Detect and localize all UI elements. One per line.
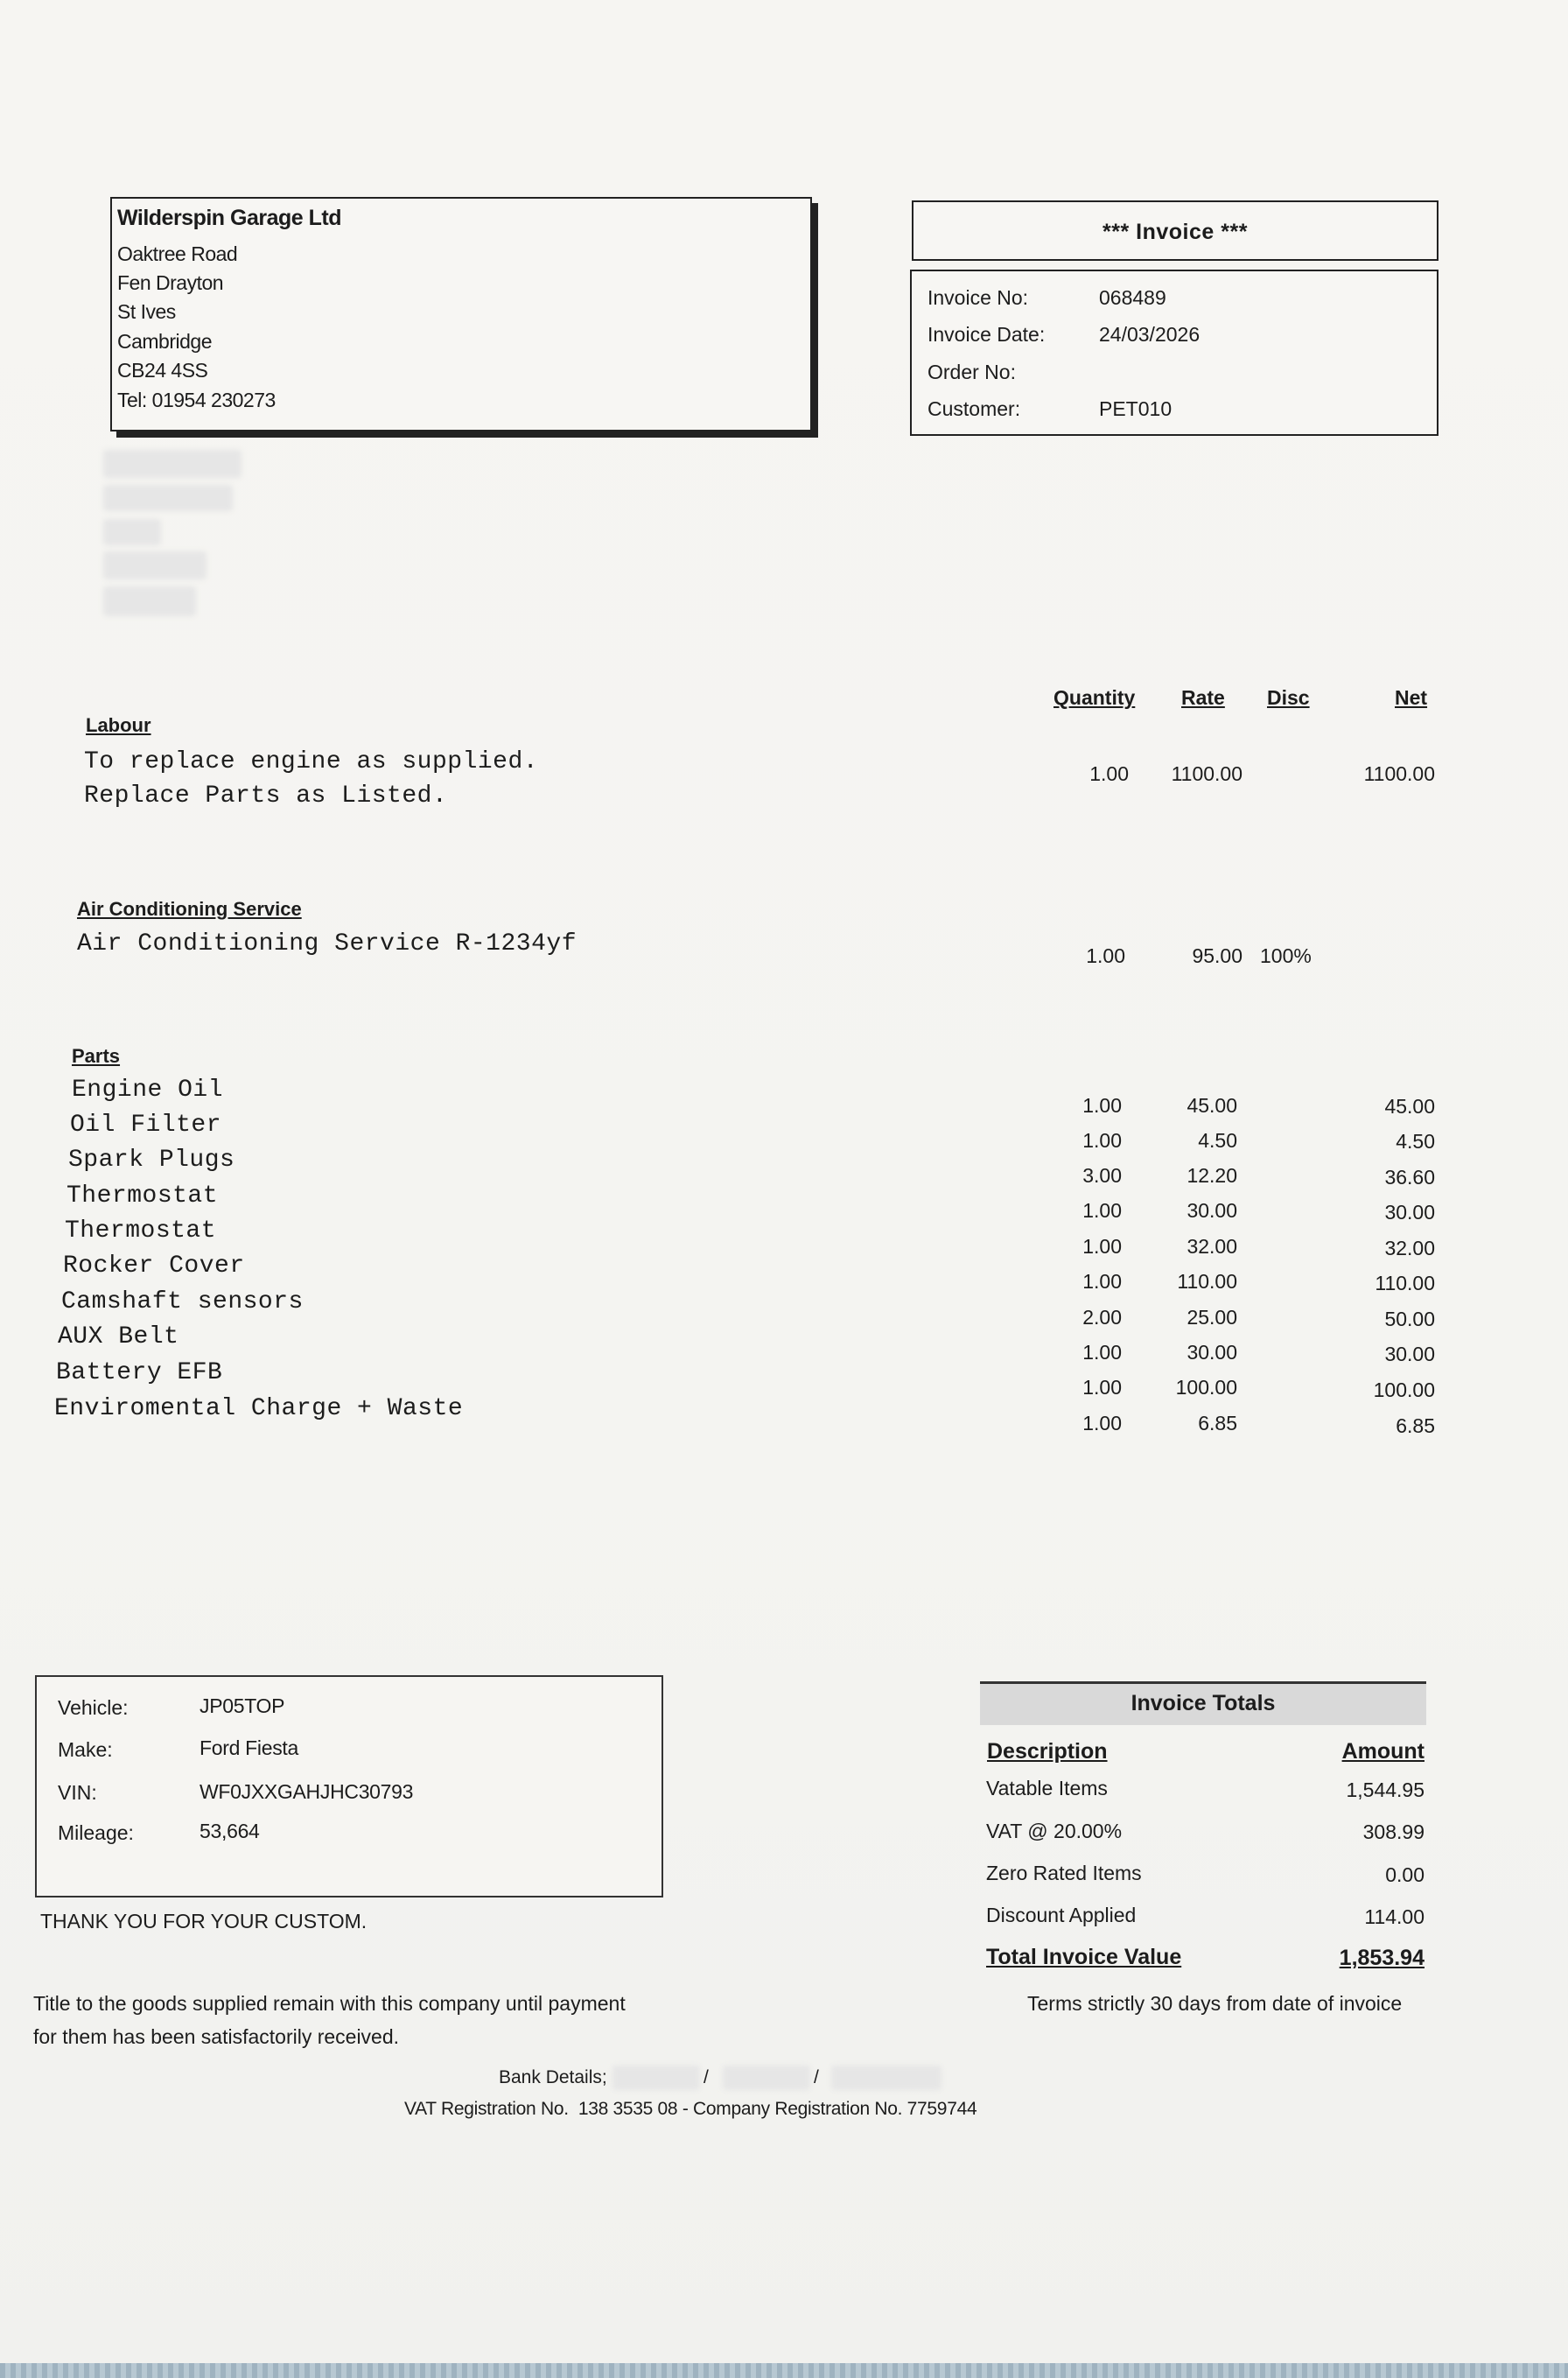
- bank-details-separator: /: [814, 2067, 819, 2087]
- company-name: Wilderspin Garage Ltd: [117, 206, 341, 230]
- part-description: Spark Plugs: [68, 1147, 235, 1174]
- part-description: Engine Oil: [72, 1077, 224, 1104]
- disc-column-header: Disc: [1267, 686, 1310, 709]
- part-quantity: 1.00: [1082, 1129, 1122, 1152]
- part-quantity: 1.00: [1082, 1270, 1122, 1293]
- mileage-label: Mileage:: [58, 1821, 134, 1844]
- bank-details-label: Bank Details;: [499, 2067, 607, 2087]
- labour-line-1: To replace engine as supplied.: [84, 748, 539, 775]
- zero-rated-value: 0.00: [1385, 1863, 1424, 1886]
- company-address-box: [110, 197, 812, 431]
- ac-service-rate: 95.00: [1192, 944, 1242, 967]
- totals-amount-header: Amount: [1341, 1739, 1424, 1764]
- invoice-date-label: Invoice Date:: [928, 323, 1046, 346]
- part-rate: 12.20: [1186, 1164, 1237, 1187]
- discount-applied-label: Discount Applied: [986, 1904, 1137, 1926]
- invoice-date-value: 24/03/2026: [1099, 323, 1200, 346]
- part-net: 50.00: [1384, 1308, 1435, 1330]
- part-quantity: 3.00: [1082, 1164, 1122, 1187]
- part-rate: 30.00: [1186, 1199, 1237, 1222]
- vehicle-mileage: 53,664: [200, 1820, 260, 1842]
- address-line-4: Cambridge: [117, 330, 212, 353]
- part-quantity: 2.00: [1082, 1306, 1122, 1329]
- redacted-block: [103, 586, 196, 616]
- discount-applied-value: 114.00: [1364, 1905, 1424, 1928]
- order-no-label: Order No:: [928, 361, 1016, 383]
- part-quantity: 1.00: [1082, 1412, 1122, 1435]
- payment-terms: Terms strictly 30 days from date of invoice: [1027, 1992, 1403, 2015]
- vehicle-details-box: [35, 1675, 663, 1897]
- address-line-5: CB24 4SS: [117, 359, 208, 382]
- address-line-1: Oaktree Road: [117, 242, 238, 265]
- labour-line-2: Replace Parts as Listed.: [84, 782, 448, 810]
- ac-service-section-header: Air Conditioning Service: [77, 898, 302, 920]
- ac-service-discount: 100%: [1260, 944, 1312, 967]
- part-rate: 25.00: [1186, 1306, 1237, 1329]
- thank-you-note: THANK YOU FOR YOUR CUSTOM.: [40, 1910, 368, 1933]
- net-column-header: Net: [1395, 686, 1428, 709]
- labour-net: 1100.00: [1363, 762, 1435, 785]
- vehicle-registration: JP05TOP: [200, 1694, 285, 1717]
- part-quantity: 1.00: [1082, 1199, 1122, 1222]
- part-rate: 30.00: [1186, 1341, 1237, 1364]
- ac-service-quantity: 1.00: [1086, 944, 1125, 967]
- invoice-title-box: [912, 200, 1438, 261]
- part-description: AUX Belt: [58, 1323, 179, 1350]
- invoice-totals-header: Invoice Totals: [980, 1681, 1426, 1725]
- vat-value: 308.99: [1362, 1820, 1424, 1843]
- part-description: Thermostat: [66, 1182, 219, 1210]
- vehicle-vin: WF0JXXGAHJHC30793: [200, 1780, 414, 1803]
- part-net: 100.00: [1373, 1378, 1435, 1401]
- invoice-title: *** Invoice ***: [1102, 220, 1248, 244]
- totals-description-header: Description: [987, 1739, 1108, 1764]
- part-description: Camshaft sensors: [61, 1288, 304, 1315]
- part-rate: 110.00: [1177, 1270, 1237, 1293]
- parts-section-header: Parts: [72, 1045, 121, 1067]
- part-quantity: 1.00: [1082, 1376, 1122, 1399]
- part-quantity: 1.00: [1082, 1094, 1122, 1117]
- ac-service-description: Air Conditioning Service R-1234yf: [77, 930, 577, 958]
- invoice-no-value: 068489: [1099, 286, 1166, 309]
- vehicle-make: Ford Fiesta: [200, 1736, 299, 1759]
- title-of-goods-line-2: for them has been satisfactorily received.: [33, 2025, 400, 2048]
- address-line-2: Fen Drayton: [117, 271, 224, 294]
- part-quantity: 1.00: [1082, 1235, 1122, 1258]
- part-description: Rocker Cover: [63, 1252, 245, 1280]
- vin-label: VIN:: [58, 1781, 97, 1804]
- company-tel: Tel: 01954 230273: [117, 389, 276, 411]
- make-label: Make:: [58, 1738, 113, 1761]
- redacted-block: [831, 2066, 942, 2090]
- part-description: Oil Filter: [70, 1112, 222, 1139]
- part-net: 6.85: [1396, 1414, 1435, 1437]
- part-net: 110.00: [1375, 1272, 1435, 1294]
- part-rate: 45.00: [1186, 1094, 1237, 1117]
- redacted-block: [103, 551, 206, 579]
- part-description: Battery EFB: [56, 1359, 223, 1386]
- part-net: 4.50: [1396, 1130, 1435, 1153]
- part-net: 32.00: [1384, 1237, 1435, 1259]
- labour-quantity: 1.00: [1089, 762, 1129, 785]
- rate-column-header: Rate: [1181, 686, 1225, 709]
- title-of-goods-line-1: Title to the goods supplied remain with this company until payment: [33, 1992, 626, 2015]
- part-description: Thermostat: [65, 1217, 217, 1245]
- labour-rate: 1100.00: [1171, 762, 1242, 785]
- scan-edge-strip: [0, 2363, 1568, 2378]
- customer-label: Customer:: [928, 397, 1021, 420]
- vatable-items-label: Vatable Items: [986, 1777, 1108, 1799]
- part-quantity: 1.00: [1082, 1341, 1122, 1364]
- redacted-block: [103, 485, 233, 511]
- redacted-block: [612, 2066, 700, 2090]
- total-invoice-value: 1,853.94: [1339, 1946, 1424, 1970]
- zero-rated-label: Zero Rated Items: [986, 1862, 1142, 1884]
- part-rate: 6.85: [1198, 1412, 1237, 1435]
- part-net: 36.60: [1384, 1166, 1435, 1189]
- invoice-no-label: Invoice No:: [928, 286, 1029, 309]
- redacted-block: [103, 519, 161, 545]
- quantity-column-header: Quantity: [1054, 686, 1136, 709]
- part-rate: 32.00: [1186, 1235, 1237, 1258]
- part-rate: 100.00: [1175, 1376, 1237, 1399]
- part-rate: 4.50: [1198, 1129, 1237, 1152]
- part-net: 30.00: [1384, 1201, 1435, 1224]
- redacted-block: [103, 450, 242, 478]
- redacted-block: [723, 2066, 810, 2090]
- customer-value: PET010: [1099, 397, 1172, 420]
- vat-company-registration: VAT Registration No. 138 3535 08 - Company Registration No. 7759744: [404, 2099, 977, 2119]
- vat-label: VAT @ 20.00%: [986, 1820, 1123, 1842]
- total-invoice-value-label: Total Invoice Value: [986, 1945, 1182, 1969]
- part-net: 45.00: [1384, 1095, 1435, 1118]
- address-line-3: St Ives: [117, 300, 176, 323]
- bank-details-separator: /: [704, 2067, 709, 2087]
- part-description: Enviromental Charge + Waste: [54, 1395, 464, 1422]
- invoice-info-box: [910, 270, 1438, 436]
- vehicle-label: Vehicle:: [58, 1696, 129, 1719]
- vatable-items-value: 1,544.95: [1346, 1778, 1424, 1801]
- labour-section-header: Labour: [86, 714, 151, 736]
- part-net: 30.00: [1384, 1343, 1435, 1365]
